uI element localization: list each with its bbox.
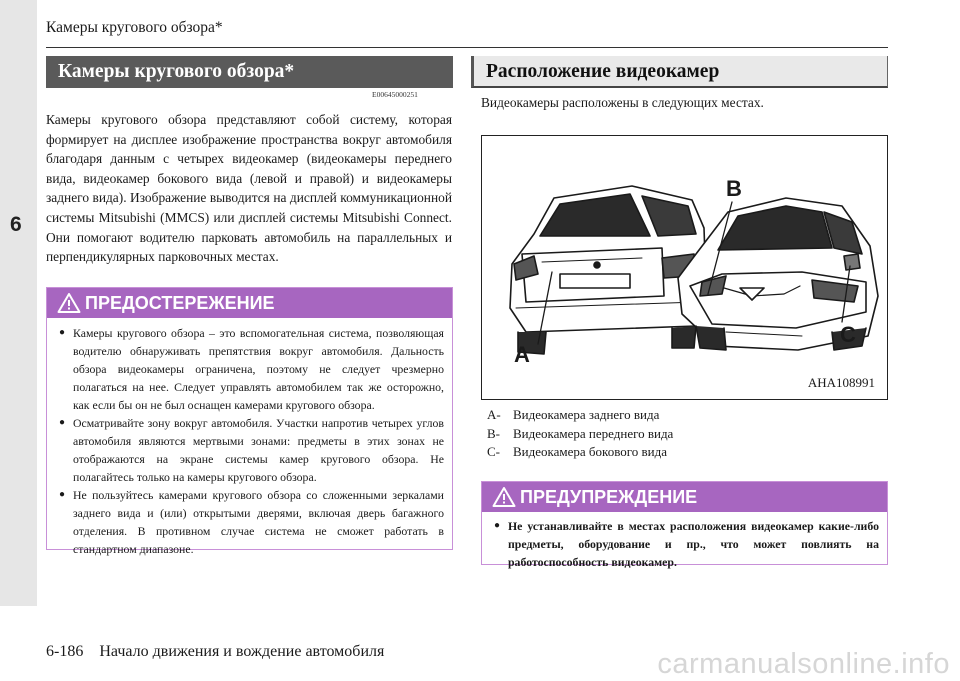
chapter-side-strip	[0, 0, 37, 606]
legend-text: Видеокамера переднего вида	[513, 425, 674, 441]
page-footer	[46, 643, 384, 661]
legend-row	[487, 443, 673, 462]
section-title-surround-cameras: Камеры кругового обзора*	[46, 56, 453, 88]
legend-row	[487, 406, 673, 425]
legend-key: C-	[487, 444, 500, 460]
running-head: Камеры кругового обзора*	[46, 19, 223, 36]
intro-paragraph: Камеры кругового обзора представляют собой систему, которая формирует на дисплее изображение пространства вокруг автомобиля благодаря данным с четырех видеокамер (видеокамеры переднего вида, видеокамер бокового вида (левой и правой) и видеокамеры заднего вида). Изображение выводится на дисплей коммуникационной системы Mitsubishi (MMCS) или дисплей системы Mitsubishi Connect. Они помогают водителю парковать автомобиль на параллельных и перпендикулярных парковочных местах.	[46, 112, 452, 265]
figure-label-b: B	[726, 176, 742, 201]
figure-label-c: C	[840, 322, 856, 347]
watermark: carmanualsonline.info	[657, 648, 950, 680]
legend-row	[487, 425, 673, 444]
chapter-number: 6	[10, 213, 22, 236]
warning-list	[47, 318, 452, 558]
page-number: 6-186	[46, 643, 84, 660]
legend-text: Видеокамера бокового вида	[513, 444, 667, 460]
warning-box	[46, 287, 453, 556]
figure-label-a: A	[514, 342, 530, 367]
legend-key: A-	[487, 407, 501, 422]
footer-chapter-title: Начало движения и вождение автомобиля	[99, 643, 385, 660]
figure-code: AHA108991	[807, 375, 875, 390]
caution-list	[482, 512, 887, 571]
caution-box	[481, 481, 888, 569]
caution-header	[482, 482, 887, 512]
warning-item: ● Осматривайте зону вокруг автомобиля. Участки напротив четырех углов автомобиля являются мертвыми зонами: предметы в этих зонах не отображаются на экране системы камер кругового обзора. Не полагайтесь только на камеры кругового обзора.	[47, 414, 452, 486]
warning-item: ● Не пользуйтесь камерами кругового обзора со сложенными зеркалами заднего вида и (или) открытыми дверями, включая дверь багажного отделения. В противном случае система не сможет работать в стандартном диапазоне.	[47, 486, 452, 558]
warning-triangle-icon	[57, 292, 81, 314]
section-title-camera-locations: Расположение видеокамер	[471, 56, 888, 88]
legend-key: B-	[487, 425, 500, 441]
warning-item: ● Камеры кругового обзора – это вспомогательная система, позволяющая водителю обнаруживать препятствия вокруг автомобиля. Дальность обзора видеокамеры ограничена, поэтому не следует чрезмерно полагаться на нее. Следует управлять автомобилем так же осторожно, как если бы он не был оснащен камерами кругового обзора.	[47, 324, 452, 414]
caution-item: ● Не устанавливайте в местах расположения видеокамер какие-либо предметы, оборудование и пр., что может повлиять на работоспособность видеокамер.	[482, 517, 887, 571]
locations-intro: Видеокамеры расположены в следующих местах.	[481, 95, 764, 110]
section-code: E00645000251	[372, 90, 418, 99]
header-rule	[46, 47, 888, 48]
warning-header	[47, 288, 452, 318]
camera-legend	[487, 406, 673, 462]
caution-title: ПРЕДУПРЕЖДЕНИЕ	[520, 487, 698, 507]
warning-title: ПРЕДОСТЕРЕЖЕНИЕ	[85, 293, 275, 313]
camera-location-figure	[481, 135, 888, 400]
legend-text: Видеокамера заднего вида	[513, 407, 660, 422]
warning-triangle-icon	[492, 486, 516, 508]
vehicles-illustration	[482, 136, 887, 399]
rear-view-suv	[510, 186, 706, 354]
